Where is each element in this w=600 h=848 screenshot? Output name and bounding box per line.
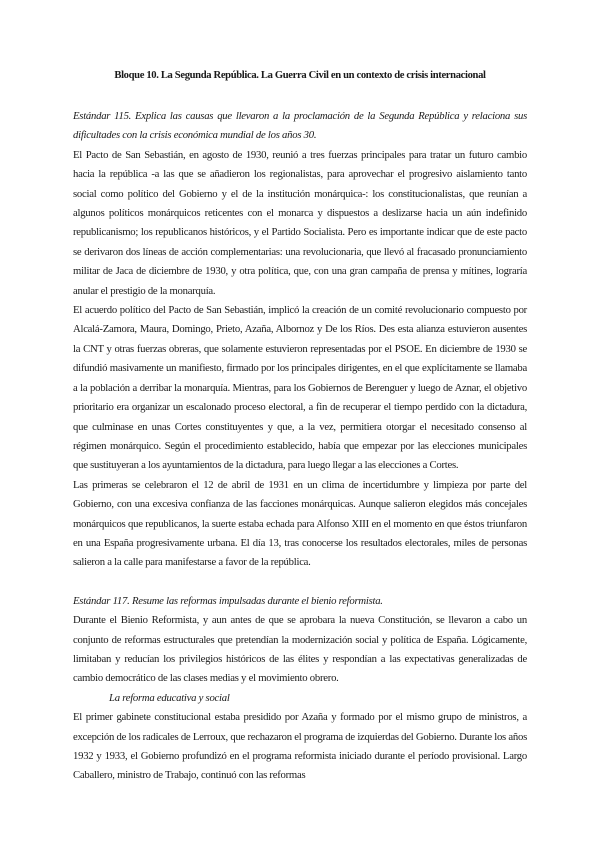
paragraph-pacto-san-sebastian: El Pacto de San Sebastián, en agosto de 1930, reunió a tres fuerzas principales para tratar un futuro cambio hacia la república -a las que se añadieron los regionalistas, para aprovechar el progresivo aislamiento tanto social como político del Gobierno y el de la institución monárquica-: los constitucionalistas, que reunían a algunos políticos monárquicos reticentes con el monarca y dispuestos a deslizarse hacia un aún indefinido republicanismo; los republicanos históricos, y el Partido Socialista. Pero es importante indicar que de este pacto se derivaron dos líneas de acción complementarias: una revolucionaria, que llevó al fracasado pronunciamiento militar de Jaca de diciembre de 1930, y otra política, que, con una gran campaña de prensa y mítines, lograría anular el prestigio de la monarquía.	[73, 148, 527, 297]
paragraph-primer-gabinete: El primer gabinete constitucional estaba presidido por Azaña y formado por el mismo grupo de ministros, a excepción de los radicales de Lerroux, que rechazaron el programa de izquierdas del Gobierno. Durante los años 1932 y 1933, el Gobierno profundizó en el programa reformista iniciado durante el período provisional. Largo Caballero, ministro de Trabajo, continuó con las reformas	[73, 711, 527, 782]
document-page	[73, 70, 527, 786]
document-title: Bloque 10. La Segunda República. La Guerra Civil en un contexto de crisis internacional	[114, 70, 486, 81]
paragraph-elecciones-municipales: Las primeras se celebraron el 12 de abril de 1931 en un clima de incertidumbre y limpieza por parte del Gobierno, con una excesiva confianza de las facciones monárquicas. Aunque salieron elegidos más concejales monárquicos que republicanos, la suerte estaba echada para Alfonso XIII en el momento en que éstos triunfaron en una España progresivamente urbana. El día 13, tras conocerse los resultados electorales, miles de personas salieron a la calle para manifestarse a favor de la república.	[73, 478, 527, 569]
paragraph-comite-revolucionario: El acuerdo político del Pacto de San Sebastián, implicó la creación de un comité revolucionario compuesto por Alcalá-Zamora, Maura, Domingo, Prieto, Azaña, Albornoz y De los Ríos. Des esta alianza estuvieron ausentes la CNT y otras fuerzas obreras, que solamente estuvieron representadas por el PSOE. En diciembre de 1930 se difundió masivamente un manifiesto, firmado por los principales dirigentes, en el que explícitamente se llamaba a la población a derribar la monarquía. Mientras, para los Gobiernos de Berenguer y luego de Aznar, el objetivo prioritario era organizar un escalonado proceso electoral, a fin de recuperar el tiempo perdido con la dictadura, que culminase en unas Cortes constituyentes y que, a la vez, permitiera otorgar el necesitado consenso al régimen monárquico. Según el procedimiento establecido, había que empezar por las elecciones municipales que sustituyeran a los ayuntamientos de la dictadura, para luego llegar a las elecciones a Cortes.	[73, 304, 527, 472]
standard-117-heading: Estándar 117. Resume las reformas impulsadas durante el bienio reformista.	[73, 594, 383, 607]
standard-115-heading: Estándar 115. Explica las causas que llevaron a la proclamación de la Segunda República y relaciona sus dificultades con la crisis económica mundial de los años 30.	[73, 110, 527, 142]
paragraph-bienio-reformista: Durante el Bienio Reformista, y aun antes de que se aprobara la nueva Constitución, se llevaron a cabo un conjunto de reformas estructurales que pretendían la modernización social y política de España. Lógicamente, limitaban y reducían los privilegios históricos de las élites y respondían a las expectativas generalizadas de cambio democrático de las clases medias y el movimiento obrero.	[73, 614, 527, 685]
section-spacer	[73, 573, 527, 592]
subheading-reforma-educativa: La reforma educativa y social	[109, 691, 230, 704]
